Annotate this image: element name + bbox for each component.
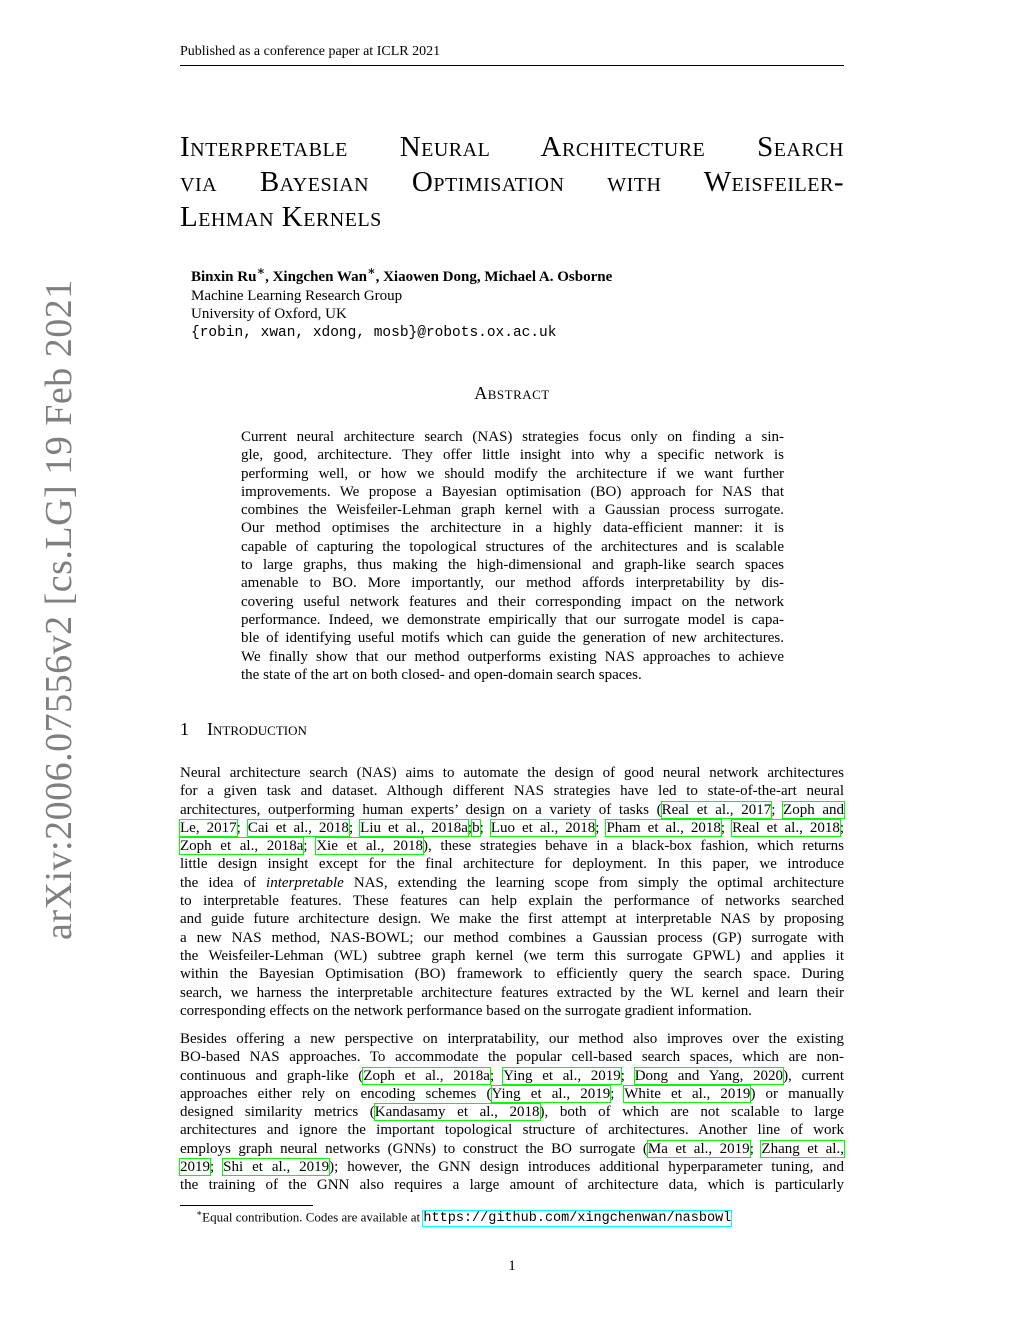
abstract-line: Current neural architecture search (NAS) strategies focus only on finding a sin- [241, 429, 784, 445]
text-line: and guide future architecture design. We make the first attempt at interpretable NAS by proposing [180, 911, 844, 928]
text-line: architectures and ignore the important topological structure of architectures. Another line of work [180, 1122, 844, 1139]
title-line-1: Interpretable Neural Architecture Search [180, 131, 844, 163]
abstract-line: gle, good, architecture. They offer little insight into why a specific network is [241, 447, 784, 464]
citation-link[interactable]: Pham et al., 2018 [606, 819, 721, 836]
text-line: little design insight except for the final architecture for deployment. In this paper, we introduce [180, 856, 844, 873]
citation-link[interactable]: Luo et al., 2018 [490, 819, 596, 836]
text-line: designed similarity metrics (Kandasamy et al., 2018), both of which are not scalable to large [180, 1104, 844, 1121]
citation-link[interactable]: Ma et al., 2019 [647, 1140, 750, 1157]
code-url-link[interactable]: https://github.com/xingchenwan/nasbowl [423, 1211, 732, 1227]
affiliation-university: University of Oxford, UK [191, 306, 347, 322]
text-line: Neural architecture search (NAS) aims to automate the design of good neural network architectures [180, 765, 844, 781]
abstract-line: the state of the art on both closed- and open-domain search spaces. [241, 666, 642, 683]
citation-link[interactable]: Liu et al., 2018a [360, 819, 468, 836]
text-line: architectures, outperforming human experts’ design on a variety of tasks (Real et al., 2017; Zoph and [180, 801, 845, 818]
abstract-line: ble of identifying useful motifs which can guide the generation of new architectures. [241, 630, 784, 647]
citation-link[interactable]: Ying et al., 2019 [491, 1085, 611, 1102]
citation-link[interactable]: Ying et al., 2019 [503, 1067, 621, 1084]
intro-paragraph-2 [180, 1030, 844, 1195]
text-line: corresponding effects on the network performance based on the surrogate gradient information. [180, 1002, 753, 1019]
abstract-line: performing well, or how we should modify the architecture if we want further [241, 465, 784, 482]
arxiv-stamp[interactable]: arXiv:2006.07556v2 [cs.LG] 19 Feb 2021 [38, 279, 80, 940]
citation-link[interactable]: Xie et al., 2018 [316, 838, 423, 855]
text-line: for a given task and dataset. Although different NAS strategies have led to state-of-the-art neural [180, 783, 844, 800]
abstract-line: capable of capturing the topological structures of the architectures and is scalable [241, 538, 784, 555]
author-names: Binxin Ru∗, Xingchen Wan∗, Xiaowen Dong, Michael A. Osborne [191, 264, 613, 285]
text-line: the Weisfeiler-Lehman (WL) subtree graph kernel (we term this surrogate GPWL) and applies it [180, 947, 844, 964]
text-line: 2019; Shi et al., 2019); however, the GNN design introduces additional hyperparameter tuning, and [180, 1159, 844, 1176]
citation-link[interactable]: Zhang et al., [761, 1140, 844, 1157]
abstract-heading: Abstract [474, 383, 550, 403]
affiliation-group: Machine Learning Research Group [191, 287, 403, 304]
citation-link[interactable]: White et al., 2019 [624, 1085, 751, 1102]
abstract-line: We finally show that our method outperforms existing NAS approaches to achieve [241, 648, 784, 665]
text-line: to interpretable features. These features can help explain the performance of networks searched [180, 893, 844, 910]
section-heading-introduction [180, 719, 307, 740]
text-line: within the Bayesian Optimisation (BO) framework to efficiently query the search space. During [180, 966, 844, 983]
citation-link[interactable]: Kandasamy et al., 2018 [374, 1104, 540, 1121]
text-line: employs graph neural networks (GNNs) to construct the BO surrogate (Ma et al., 2019; Zhang et al., [180, 1140, 844, 1157]
title-line-3: Lehman Kernels [180, 201, 382, 233]
citation-link[interactable]: Zoph et al., 2018a [363, 1067, 490, 1084]
text-line: Zoph et al., 2018a; Xie et al., 2018), these strategies behave in a black-box fashion, which returns [180, 838, 844, 855]
footnote-rule [180, 1205, 313, 1206]
citation-link[interactable]: Shi et al., 2019 [223, 1159, 330, 1176]
abstract-line: covering useful network features and their corresponding impact on the network [241, 593, 784, 610]
title-line-2: via Bayesian Optimisation with Weisfeiler- [180, 166, 844, 198]
author-block [191, 262, 612, 342]
author-emails: {robin, xwan, xdong, mosb}@robots.ox.ac.uk [191, 324, 557, 341]
citation-link[interactable]: Dong and Yang, 2020 [634, 1067, 784, 1084]
section-number: 1 [180, 719, 189, 739]
page-number: 1 [508, 1258, 516, 1274]
citation-link[interactable]: b [472, 819, 480, 836]
citation-link[interactable]: Zoph and [783, 801, 845, 818]
abstract-line: amenable to BO. More importantly, our method affords interpretability by dis- [241, 575, 784, 592]
section-title: Introduction [207, 719, 307, 739]
text-line: a new NAS method, NAS-BOWL; our method combines a Gaussian process (GP) surrogate with [180, 929, 844, 946]
citation-link[interactable]: Real et al., 2017 [661, 801, 772, 818]
abstract-line: combines the Weisfeiler-Lehman graph kernel with a Gaussian process surrogate. [241, 502, 784, 519]
footnote: ∗Equal contribution. Codes are available at https://github.com/xingchenwan/nasbowl [196, 1208, 732, 1227]
text-line: search, we harness the interpretable architecture features extracted by the WL kernel and learn their [180, 984, 844, 1001]
running-header: Published as a conference paper at ICLR 2021 [180, 44, 441, 59]
text-line: approaches either rely on encoding schemes (Ying et al., 2019; White et al., 2019) or manually [180, 1085, 844, 1102]
citation-link[interactable]: Real et al., 2018 [732, 819, 840, 836]
citation-link[interactable]: Cai et al., 2018 [247, 819, 349, 836]
abstract-line: improvements. We propose a Bayesian optimisation (BO) approach for NAS that [241, 483, 784, 500]
text-line: Besides offering a new perspective on interpratability, our method also improves over the existing [180, 1031, 844, 1047]
text-line: continuous and graph-like (Zoph et al., 2018a; Ying et al., 2019; Dong and Yang, 2020), current [180, 1067, 845, 1084]
text-line: Le, 2017; Cai et al., 2018; Liu et al., 2018a;b; Luo et al., 2018; Pham et al., 2018; Real et al., 2018; [180, 819, 845, 836]
citation-link[interactable]: Zoph et al., 2018a [180, 838, 304, 855]
abstract-line: performance. Indeed, we demonstrate empirically that our surrogate model is capa- [241, 611, 784, 628]
text-line: BO-based NAS approaches. To accommodate the popular cell-based search spaces, which are non- [180, 1049, 844, 1066]
intro-paragraph-1 [180, 764, 844, 1020]
citation-link[interactable]: Le, 2017 [180, 819, 237, 836]
paper-title [180, 130, 844, 235]
abstract-line: to large graphs, thus making the high-dimensional and graph-like search spaces [241, 557, 784, 574]
abstract-line: Our method optimises the architecture in a highly data-efficient manner: it is [241, 520, 784, 537]
text-line: the idea of interpretable NAS, extending the learning scope from simply the optimal architecture [180, 874, 844, 891]
citation-link[interactable]: 2019 [180, 1159, 210, 1176]
header-rule [180, 65, 844, 66]
abstract-body [241, 428, 784, 684]
text-line: the training of the GNN also requires a large amount of architecture data, which is particularly [180, 1177, 844, 1194]
